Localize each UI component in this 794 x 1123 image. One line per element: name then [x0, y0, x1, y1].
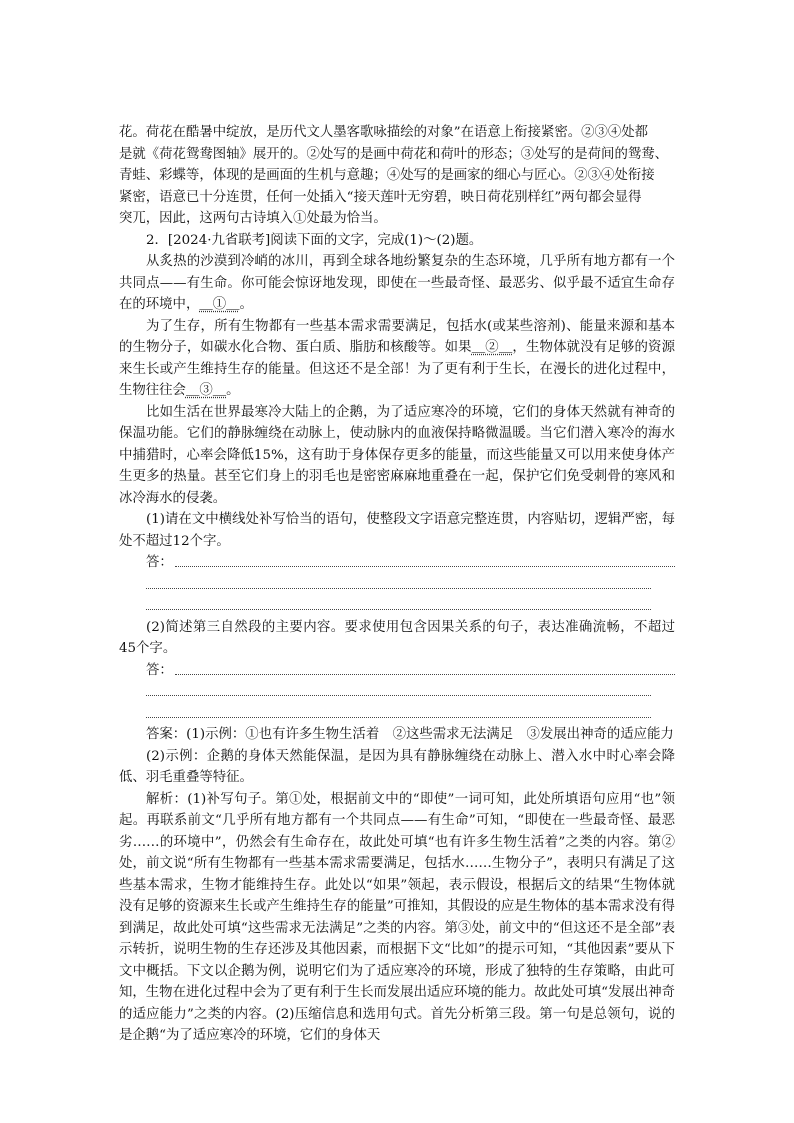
blank-2: ＿②＿	[471, 340, 513, 355]
dotted-line	[175, 674, 675, 675]
dotted-line	[146, 609, 651, 610]
answer-line-6[interactable]	[119, 703, 675, 725]
dotted-line	[146, 588, 651, 589]
blank-3: ＿③＿	[185, 383, 227, 398]
dotted-line	[146, 695, 651, 696]
passage-paragraph-3: 比如生活在世界最寒冷大陆上的企鹅，为了适应寒冷的环境，它们的身体天然就有神奇的保温功能。它们的静脉缠绕在动脉上，使动脉内的血液保持略微温暖。当它们潜入寒冷的海水中捕猎时，心率会降低15%，这有助于身体保存更多的能量，而这些能量又可以用来使身体产生更多的热量。甚至它们身上的羽毛也是密密麻麻地重叠在一起，保护它们免受刺骨的寒风和冰冷海水的侵袭。	[119, 404, 675, 506]
document-page	[119, 122, 675, 1047]
analysis-line: 紧密，语意已十分连贯，任何一处插入“接天莲叶无穷碧，映日荷花别样红”两句都会显得	[119, 189, 642, 205]
answer-line-3[interactable]	[119, 595, 675, 617]
answer-key-2: (2)示例：企鹅的身体天然能保温，是因为具有静脉缠绕在动脉上、潜入水中时心率会降低、羽毛重叠等特征。	[119, 748, 675, 785]
passage-text: 。	[239, 297, 253, 312]
analysis-text: 解析：(1)补写句子。第①处，根据前文中的“即使”一词可知，此处所填语句应用“也”领起。再联系前文“几乎所有地方都有一个共同点——有生命”可知，“即使在一些最奇怪、最恶劣……的环境中”，仍然会有生命存在，故此处可填“也有许多生物生活着”之类的内容。第②处，前文说“所有生物都有一些基本需求需要满足，包括水……生物分子”，表明只有满足了这些基本需求，生物才能维持生存。此处以“如果”领起，表示假设，根据后文的结果“生物体就没有足够的资源来生长或产生维持生存的能量”可推知，其假设的应是生物体的基本需求没有得到满足，故此处可填“这些需求无法满足”之类的内容。第③处，前文中的“但这还不是全部”表示转折，说明生物的生存还涉及其他因素，而根据下文“比如”的提示可知，“其他因素”要从下文中概括。下文以企鹅为例，说明它们为了适应寒冷的环境，形成了独特的生存策略，由此可知，生物在进化过程中会为了更有利于生长而发展出适应环境的能力。故此处可填“发展出神奇的适应能力”之类的内容。(2)压缩信息和选用句式。首先分析第三段。第一句是总领句，说的是企鹅“为了适应寒冷的环境，它们的身体天	[119, 791, 675, 1043]
passage-text: 为了生存，所有生物都有一些基本需求需要满足，包括水(或某些溶剂)、能量来源和基本的生物分子，如碳水化合物、蛋白质、脂肪和核酸等。如果	[119, 318, 675, 355]
passage-paragraph-1	[119, 251, 675, 316]
answer-key-1: 答案：(1)示例：①也有许多生物生活着 ②这些需求无法满足 ③发展出神奇的适应能力	[146, 727, 674, 742]
dotted-line	[175, 566, 675, 567]
question-1: (1)请在文中横线处补写恰当的语句，使整段文字语意完整连贯，内容贴切，逻辑严密，每处不超过12个字。	[119, 512, 675, 549]
dotted-line	[146, 717, 651, 718]
question-2: (2)简述第三自然段的主要内容。要求使用包含因果关系的句子，表达准确流畅，不超过45个字。	[119, 619, 675, 656]
passage-text: 从炙热的沙漠到冷峭的冰川，再到全球各地纷繁复杂的生态环境，几乎所有地方都有一个共同点——有生命。你可能会惊讶地发现，即使在一些最奇怪、最恶劣、似乎最不适宜生命存在的环境中，	[119, 254, 675, 312]
blank-1: ＿①＿	[199, 297, 240, 312]
passage-text: 。	[226, 383, 240, 398]
passage-text: ，生物体就没有足够的资源来生长或产生维持生存的能量。但这还不是全部！为了更有利于生长，在漫长的进化过程中，生物往往会	[119, 340, 676, 398]
previous-analysis	[119, 122, 675, 230]
analysis-line: 突兀，因此，这两句古诗填入①处最为恰当。	[119, 211, 387, 226]
analysis-line: 是就《荷花鸳鸯图轴》展开的。②处写的是画中荷花和荷叶的形态；③处写的是荷间的鸳鸯、	[119, 146, 669, 162]
analysis-line: 青蛙、彩蝶等，体现的是画面的生机与意趣；④处写的是画家的细心与匠心。②③④处衔接	[119, 168, 655, 183]
analysis-line: 花。荷花在酷暑中绽放，是历代文人墨客歌咏描绘的对象”在语意上衔接紧密。②③④处都	[119, 125, 649, 140]
question-header: 2．[2024·九省联考]阅读下面的文字，完成(1)～(2)题。	[146, 232, 483, 248]
answer-label: 答：	[146, 662, 173, 678]
answer-line-1[interactable]	[119, 552, 675, 574]
answer-line-2[interactable]	[119, 574, 675, 596]
answer-label: 答：	[146, 555, 173, 570]
answer-line-5[interactable]	[119, 681, 675, 703]
answer-line-4[interactable]	[119, 660, 675, 682]
passage-paragraph-2	[119, 316, 675, 402]
